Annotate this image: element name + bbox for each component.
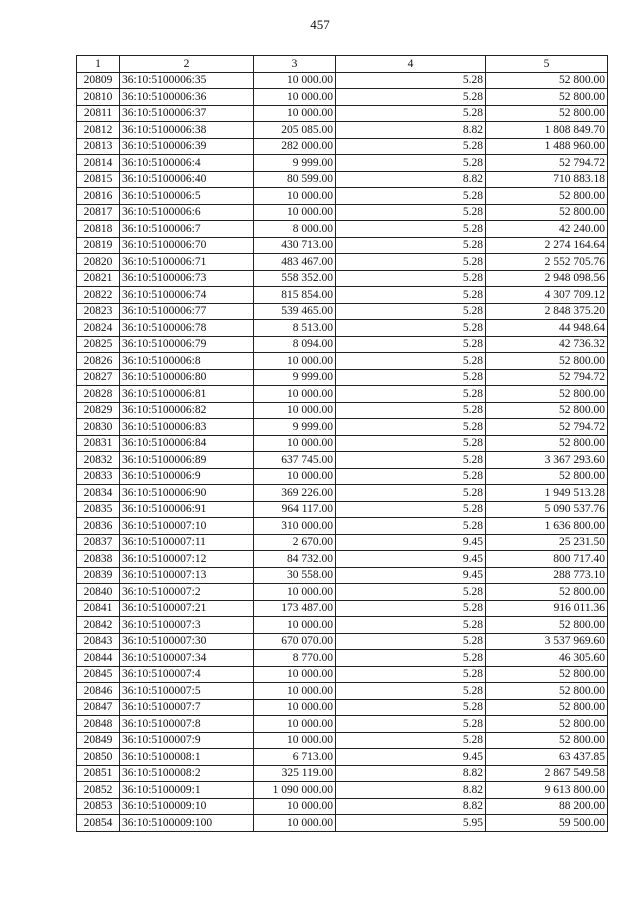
row-number-cell: 20809 xyxy=(77,72,120,89)
cadastral-number-cell: 36:10:5100006:83 xyxy=(120,419,254,436)
cadastral-value-cell: 1 636 800.00 xyxy=(486,518,608,535)
row-number-cell: 20832 xyxy=(77,452,120,469)
area-cell: 10 000.00 xyxy=(254,402,336,419)
cadastral-value-cell: 916 011.36 xyxy=(486,600,608,617)
cadastral-value-cell: 25 231.50 xyxy=(486,534,608,551)
table-body xyxy=(77,72,608,831)
cadastral-number-cell: 36:10:5100009:100 xyxy=(120,815,254,832)
area-cell: 9 999.00 xyxy=(254,369,336,386)
cadastral-value-cell: 52 800.00 xyxy=(486,386,608,403)
row-number-cell: 20851 xyxy=(77,765,120,782)
specific-value-cell: 5.28 xyxy=(336,138,486,155)
area-cell: 964 117.00 xyxy=(254,501,336,518)
table-row xyxy=(77,336,608,353)
column-header-3: 3 xyxy=(254,56,336,73)
cadastral-number-cell: 36:10:5100006:77 xyxy=(120,303,254,320)
area-cell: 10 000.00 xyxy=(254,584,336,601)
cadastral-value-cell: 52 800.00 xyxy=(486,683,608,700)
area-cell: 282 000.00 xyxy=(254,138,336,155)
table-row xyxy=(77,155,608,172)
column-header-5: 5 xyxy=(486,56,608,73)
cadastral-value-cell: 52 800.00 xyxy=(486,89,608,106)
cadastral-value-cell: 52 800.00 xyxy=(486,584,608,601)
table-row xyxy=(77,732,608,749)
table-row xyxy=(77,89,608,106)
row-number-cell: 20839 xyxy=(77,567,120,584)
cadastral-number-cell: 36:10:5100006:81 xyxy=(120,386,254,403)
cadastral-number-cell: 36:10:5100009:1 xyxy=(120,782,254,799)
specific-value-cell: 9.45 xyxy=(336,749,486,766)
table-row xyxy=(77,270,608,287)
cadastral-number-cell: 36:10:5100006:7 xyxy=(120,221,254,238)
table-row xyxy=(77,72,608,89)
specific-value-cell: 5.28 xyxy=(336,452,486,469)
table-row xyxy=(77,320,608,337)
row-number-cell: 20812 xyxy=(77,122,120,139)
cadastral-value-cell: 2 867 549.58 xyxy=(486,765,608,782)
cadastral-number-cell: 36:10:5100007:11 xyxy=(120,534,254,551)
cadastral-number-cell: 36:10:5100006:9 xyxy=(120,468,254,485)
specific-value-cell: 5.28 xyxy=(336,402,486,419)
cadastral-value-cell: 46 305.60 xyxy=(486,650,608,667)
cadastral-value-cell: 63 437.85 xyxy=(486,749,608,766)
table-row xyxy=(77,798,608,815)
row-number-cell: 20810 xyxy=(77,89,120,106)
specific-value-cell: 5.28 xyxy=(336,72,486,89)
row-number-cell: 20854 xyxy=(77,815,120,832)
table-row xyxy=(77,518,608,535)
area-cell: 8 770.00 xyxy=(254,650,336,667)
cadastral-value-cell: 42 240.00 xyxy=(486,221,608,238)
row-number-cell: 20821 xyxy=(77,270,120,287)
area-cell: 9 999.00 xyxy=(254,419,336,436)
specific-value-cell: 5.28 xyxy=(336,155,486,172)
area-cell: 30 558.00 xyxy=(254,567,336,584)
cadastral-number-cell: 36:10:5100008:2 xyxy=(120,765,254,782)
column-header-2: 2 xyxy=(120,56,254,73)
area-cell: 1 090 000.00 xyxy=(254,782,336,799)
table-row xyxy=(77,584,608,601)
cadastral-number-cell: 36:10:5100006:38 xyxy=(120,122,254,139)
row-number-cell: 20852 xyxy=(77,782,120,799)
specific-value-cell: 5.28 xyxy=(336,89,486,106)
table-row xyxy=(77,254,608,271)
area-cell: 10 000.00 xyxy=(254,105,336,122)
row-number-cell: 20848 xyxy=(77,716,120,733)
cadastral-value-cell: 44 948.64 xyxy=(486,320,608,337)
specific-value-cell: 5.28 xyxy=(336,221,486,238)
row-number-cell: 20829 xyxy=(77,402,120,419)
specific-value-cell: 5.28 xyxy=(336,105,486,122)
table-row xyxy=(77,419,608,436)
row-number-cell: 20820 xyxy=(77,254,120,271)
cadastral-number-cell: 36:10:5100006:39 xyxy=(120,138,254,155)
cadastral-value-cell: 3 367 293.60 xyxy=(486,452,608,469)
table-row xyxy=(77,683,608,700)
table-row xyxy=(77,452,608,469)
table-row xyxy=(77,551,608,568)
cadastral-number-cell: 36:10:5100006:37 xyxy=(120,105,254,122)
cadastral-number-cell: 36:10:5100007:3 xyxy=(120,617,254,634)
row-number-cell: 20844 xyxy=(77,650,120,667)
cadastral-value-cell: 52 800.00 xyxy=(486,617,608,634)
row-number-cell: 20819 xyxy=(77,237,120,254)
row-number-cell: 20847 xyxy=(77,699,120,716)
row-number-cell: 20814 xyxy=(77,155,120,172)
table-row xyxy=(77,534,608,551)
cadastral-number-cell: 36:10:5100007:10 xyxy=(120,518,254,535)
cadastral-number-cell: 36:10:5100007:9 xyxy=(120,732,254,749)
cadastral-value-cell: 1 488 960.00 xyxy=(486,138,608,155)
specific-value-cell: 5.28 xyxy=(336,666,486,683)
cadastral-number-cell: 36:10:5100007:8 xyxy=(120,716,254,733)
area-cell: 10 000.00 xyxy=(254,815,336,832)
specific-value-cell: 8.82 xyxy=(336,798,486,815)
area-cell: 10 000.00 xyxy=(254,188,336,205)
area-cell: 10 000.00 xyxy=(254,204,336,221)
cadastral-value-cell: 2 848 375.20 xyxy=(486,303,608,320)
cadastral-value-table xyxy=(76,55,608,832)
area-cell: 637 745.00 xyxy=(254,452,336,469)
specific-value-cell: 9.45 xyxy=(336,534,486,551)
cadastral-number-cell: 36:10:5100007:7 xyxy=(120,699,254,716)
row-number-cell: 20816 xyxy=(77,188,120,205)
table-row xyxy=(77,749,608,766)
area-cell: 10 000.00 xyxy=(254,683,336,700)
area-cell: 10 000.00 xyxy=(254,716,336,733)
cadastral-number-cell: 36:10:5100006:78 xyxy=(120,320,254,337)
specific-value-cell: 5.28 xyxy=(336,419,486,436)
specific-value-cell: 8.82 xyxy=(336,171,486,188)
cadastral-value-cell: 2 274 164.64 xyxy=(486,237,608,254)
specific-value-cell: 5.28 xyxy=(336,732,486,749)
cadastral-number-cell: 36:10:5100006:4 xyxy=(120,155,254,172)
table-row xyxy=(77,501,608,518)
area-cell: 9 999.00 xyxy=(254,155,336,172)
cadastral-number-cell: 36:10:5100006:36 xyxy=(120,89,254,106)
specific-value-cell: 5.28 xyxy=(336,237,486,254)
row-number-cell: 20850 xyxy=(77,749,120,766)
row-number-cell: 20838 xyxy=(77,551,120,568)
cadastral-value-cell: 1 808 849.70 xyxy=(486,122,608,139)
specific-value-cell: 5.28 xyxy=(336,518,486,535)
cadastral-number-cell: 36:10:5100007:2 xyxy=(120,584,254,601)
area-cell: 10 000.00 xyxy=(254,386,336,403)
specific-value-cell: 5.28 xyxy=(336,501,486,518)
page-number: 457 xyxy=(310,17,330,32)
row-number-cell: 20837 xyxy=(77,534,120,551)
table-row xyxy=(77,765,608,782)
cadastral-number-cell: 36:10:5100009:10 xyxy=(120,798,254,815)
area-cell: 558 352.00 xyxy=(254,270,336,287)
cadastral-number-cell: 36:10:5100007:21 xyxy=(120,600,254,617)
cadastral-value-cell: 3 537 969.60 xyxy=(486,633,608,650)
cadastral-value-cell: 52 800.00 xyxy=(486,72,608,89)
table-row xyxy=(77,138,608,155)
table-row xyxy=(77,699,608,716)
row-number-cell: 20817 xyxy=(77,204,120,221)
specific-value-cell: 5.28 xyxy=(336,320,486,337)
cadastral-value-cell: 52 800.00 xyxy=(486,732,608,749)
cadastral-number-cell: 36:10:5100006:73 xyxy=(120,270,254,287)
table-header-row xyxy=(77,56,608,73)
table-row xyxy=(77,287,608,304)
area-cell: 10 000.00 xyxy=(254,699,336,716)
table-row xyxy=(77,716,608,733)
area-cell: 325 119.00 xyxy=(254,765,336,782)
table-row xyxy=(77,567,608,584)
cadastral-number-cell: 36:10:5100006:79 xyxy=(120,336,254,353)
row-number-cell: 20813 xyxy=(77,138,120,155)
area-cell: 10 000.00 xyxy=(254,89,336,106)
area-cell: 6 713.00 xyxy=(254,749,336,766)
area-cell: 539 465.00 xyxy=(254,303,336,320)
row-number-cell: 20826 xyxy=(77,353,120,370)
cadastral-number-cell: 36:10:5100006:6 xyxy=(120,204,254,221)
specific-value-cell: 5.28 xyxy=(336,699,486,716)
table-row xyxy=(77,782,608,799)
cadastral-value-cell: 1 949 513.28 xyxy=(486,485,608,502)
row-number-cell: 20846 xyxy=(77,683,120,700)
table-row xyxy=(77,122,608,139)
cadastral-value-cell: 52 800.00 xyxy=(486,353,608,370)
cadastral-value-cell: 5 090 537.76 xyxy=(486,501,608,518)
row-number-cell: 20831 xyxy=(77,435,120,452)
row-number-cell: 20824 xyxy=(77,320,120,337)
specific-value-cell: 9.45 xyxy=(336,551,486,568)
area-cell: 10 000.00 xyxy=(254,72,336,89)
cadastral-value-cell: 4 307 709.12 xyxy=(486,287,608,304)
table-row xyxy=(77,303,608,320)
area-cell: 430 713.00 xyxy=(254,237,336,254)
table-row xyxy=(77,617,608,634)
row-number-cell: 20811 xyxy=(77,105,120,122)
area-cell: 670 070.00 xyxy=(254,633,336,650)
cadastral-number-cell: 36:10:5100008:1 xyxy=(120,749,254,766)
cadastral-number-cell: 36:10:5100006:80 xyxy=(120,369,254,386)
table-row xyxy=(77,468,608,485)
cadastral-value-cell: 59 500.00 xyxy=(486,815,608,832)
specific-value-cell: 8.82 xyxy=(336,782,486,799)
specific-value-cell: 5.28 xyxy=(336,485,486,502)
specific-value-cell: 5.28 xyxy=(336,650,486,667)
cadastral-value-cell: 52 800.00 xyxy=(486,402,608,419)
area-cell: 173 487.00 xyxy=(254,600,336,617)
cadastral-number-cell: 36:10:5100006:8 xyxy=(120,353,254,370)
cadastral-value-cell: 52 794.72 xyxy=(486,419,608,436)
cadastral-value-cell: 52 794.72 xyxy=(486,155,608,172)
table-row xyxy=(77,485,608,502)
cadastral-value-cell: 42 736.32 xyxy=(486,336,608,353)
row-number-cell: 20830 xyxy=(77,419,120,436)
column-header-1: 1 xyxy=(77,56,120,73)
table-row xyxy=(77,171,608,188)
table-row xyxy=(77,188,608,205)
row-number-cell: 20827 xyxy=(77,369,120,386)
row-number-cell: 20833 xyxy=(77,468,120,485)
area-cell: 10 000.00 xyxy=(254,617,336,634)
cadastral-value-cell: 52 800.00 xyxy=(486,204,608,221)
cadastral-number-cell: 36:10:5100007:12 xyxy=(120,551,254,568)
cadastral-value-cell: 9 613 800.00 xyxy=(486,782,608,799)
specific-value-cell: 5.28 xyxy=(336,468,486,485)
area-cell: 310 000.00 xyxy=(254,518,336,535)
table-row xyxy=(77,237,608,254)
row-number-cell: 20836 xyxy=(77,518,120,535)
row-number-cell: 20822 xyxy=(77,287,120,304)
specific-value-cell: 5.28 xyxy=(336,716,486,733)
cadastral-value-cell: 52 800.00 xyxy=(486,435,608,452)
specific-value-cell: 5.28 xyxy=(336,683,486,700)
area-cell: 483 467.00 xyxy=(254,254,336,271)
specific-value-cell: 5.28 xyxy=(336,600,486,617)
cadastral-value-cell: 2 948 098.56 xyxy=(486,270,608,287)
specific-value-cell: 5.28 xyxy=(336,336,486,353)
cadastral-value-cell: 288 773.10 xyxy=(486,567,608,584)
specific-value-cell: 5.28 xyxy=(336,188,486,205)
cadastral-value-cell: 52 800.00 xyxy=(486,699,608,716)
table-row xyxy=(77,666,608,683)
cadastral-value-cell: 52 800.00 xyxy=(486,666,608,683)
row-number-cell: 20815 xyxy=(77,171,120,188)
specific-value-cell: 8.82 xyxy=(336,122,486,139)
specific-value-cell: 5.28 xyxy=(336,435,486,452)
specific-value-cell: 8.82 xyxy=(336,765,486,782)
cadastral-number-cell: 36:10:5100006:90 xyxy=(120,485,254,502)
cadastral-value-cell: 52 800.00 xyxy=(486,188,608,205)
table-row xyxy=(77,369,608,386)
column-header-4: 4 xyxy=(336,56,486,73)
cadastral-number-cell: 36:10:5100007:13 xyxy=(120,567,254,584)
area-cell: 205 085.00 xyxy=(254,122,336,139)
row-number-cell: 20818 xyxy=(77,221,120,238)
area-cell: 10 000.00 xyxy=(254,353,336,370)
cadastral-number-cell: 36:10:5100006:70 xyxy=(120,237,254,254)
row-number-cell: 20841 xyxy=(77,600,120,617)
cadastral-number-cell: 36:10:5100007:34 xyxy=(120,650,254,667)
row-number-cell: 20828 xyxy=(77,386,120,403)
area-cell: 80 599.00 xyxy=(254,171,336,188)
row-number-cell: 20849 xyxy=(77,732,120,749)
area-cell: 8 513.00 xyxy=(254,320,336,337)
cadastral-number-cell: 36:10:5100006:35 xyxy=(120,72,254,89)
specific-value-cell: 5.28 xyxy=(336,204,486,221)
table-row xyxy=(77,386,608,403)
row-number-cell: 20842 xyxy=(77,617,120,634)
table-row xyxy=(77,204,608,221)
table-row xyxy=(77,353,608,370)
specific-value-cell: 5.28 xyxy=(336,386,486,403)
cadastral-number-cell: 36:10:5100006:84 xyxy=(120,435,254,452)
cadastral-value-cell: 52 800.00 xyxy=(486,105,608,122)
row-number-cell: 20835 xyxy=(77,501,120,518)
cadastral-number-cell: 36:10:5100006:71 xyxy=(120,254,254,271)
cadastral-number-cell: 36:10:5100006:74 xyxy=(120,287,254,304)
cadastral-number-cell: 36:10:5100006:40 xyxy=(120,171,254,188)
specific-value-cell: 5.28 xyxy=(336,287,486,304)
cadastral-number-cell: 36:10:5100006:82 xyxy=(120,402,254,419)
table-row xyxy=(77,633,608,650)
row-number-cell: 20823 xyxy=(77,303,120,320)
table-row xyxy=(77,435,608,452)
specific-value-cell: 5.28 xyxy=(336,353,486,370)
table-row xyxy=(77,600,608,617)
cadastral-number-cell: 36:10:5100006:5 xyxy=(120,188,254,205)
cadastral-number-cell: 36:10:5100006:91 xyxy=(120,501,254,518)
area-cell: 84 732.00 xyxy=(254,551,336,568)
table-row xyxy=(77,105,608,122)
specific-value-cell: 5.28 xyxy=(336,633,486,650)
cadastral-number-cell: 36:10:5100007:30 xyxy=(120,633,254,650)
cadastral-number-cell: 36:10:5100007:5 xyxy=(120,683,254,700)
cadastral-number-cell: 36:10:5100006:89 xyxy=(120,452,254,469)
area-cell: 369 226.00 xyxy=(254,485,336,502)
area-cell: 10 000.00 xyxy=(254,468,336,485)
row-number-cell: 20853 xyxy=(77,798,120,815)
area-cell: 815 854.00 xyxy=(254,287,336,304)
area-cell: 2 670.00 xyxy=(254,534,336,551)
area-cell: 10 000.00 xyxy=(254,732,336,749)
area-cell: 8 000.00 xyxy=(254,221,336,238)
row-number-cell: 20825 xyxy=(77,336,120,353)
specific-value-cell: 5.28 xyxy=(336,584,486,601)
cadastral-value-cell: 52 794.72 xyxy=(486,369,608,386)
row-number-cell: 20843 xyxy=(77,633,120,650)
area-cell: 10 000.00 xyxy=(254,666,336,683)
table-row xyxy=(77,402,608,419)
cadastral-value-cell: 2 552 705.76 xyxy=(486,254,608,271)
specific-value-cell: 9.45 xyxy=(336,567,486,584)
specific-value-cell: 5.28 xyxy=(336,369,486,386)
area-cell: 10 000.00 xyxy=(254,435,336,452)
row-number-cell: 20840 xyxy=(77,584,120,601)
cadastral-value-cell: 52 800.00 xyxy=(486,468,608,485)
specific-value-cell: 5.28 xyxy=(336,617,486,634)
area-cell: 8 094.00 xyxy=(254,336,336,353)
table-row xyxy=(77,815,608,832)
cadastral-value-cell: 88 200.00 xyxy=(486,798,608,815)
cadastral-value-cell: 800 717.40 xyxy=(486,551,608,568)
area-cell: 10 000.00 xyxy=(254,798,336,815)
table-row xyxy=(77,221,608,238)
specific-value-cell: 5.28 xyxy=(336,303,486,320)
row-number-cell: 20834 xyxy=(77,485,120,502)
specific-value-cell: 5.28 xyxy=(336,254,486,271)
row-number-cell: 20845 xyxy=(77,666,120,683)
cadastral-value-cell: 52 800.00 xyxy=(486,716,608,733)
table-row xyxy=(77,650,608,667)
cadastral-number-cell: 36:10:5100007:4 xyxy=(120,666,254,683)
specific-value-cell: 5.28 xyxy=(336,270,486,287)
specific-value-cell: 5.95 xyxy=(336,815,486,832)
cadastral-value-cell: 710 883.18 xyxy=(486,171,608,188)
